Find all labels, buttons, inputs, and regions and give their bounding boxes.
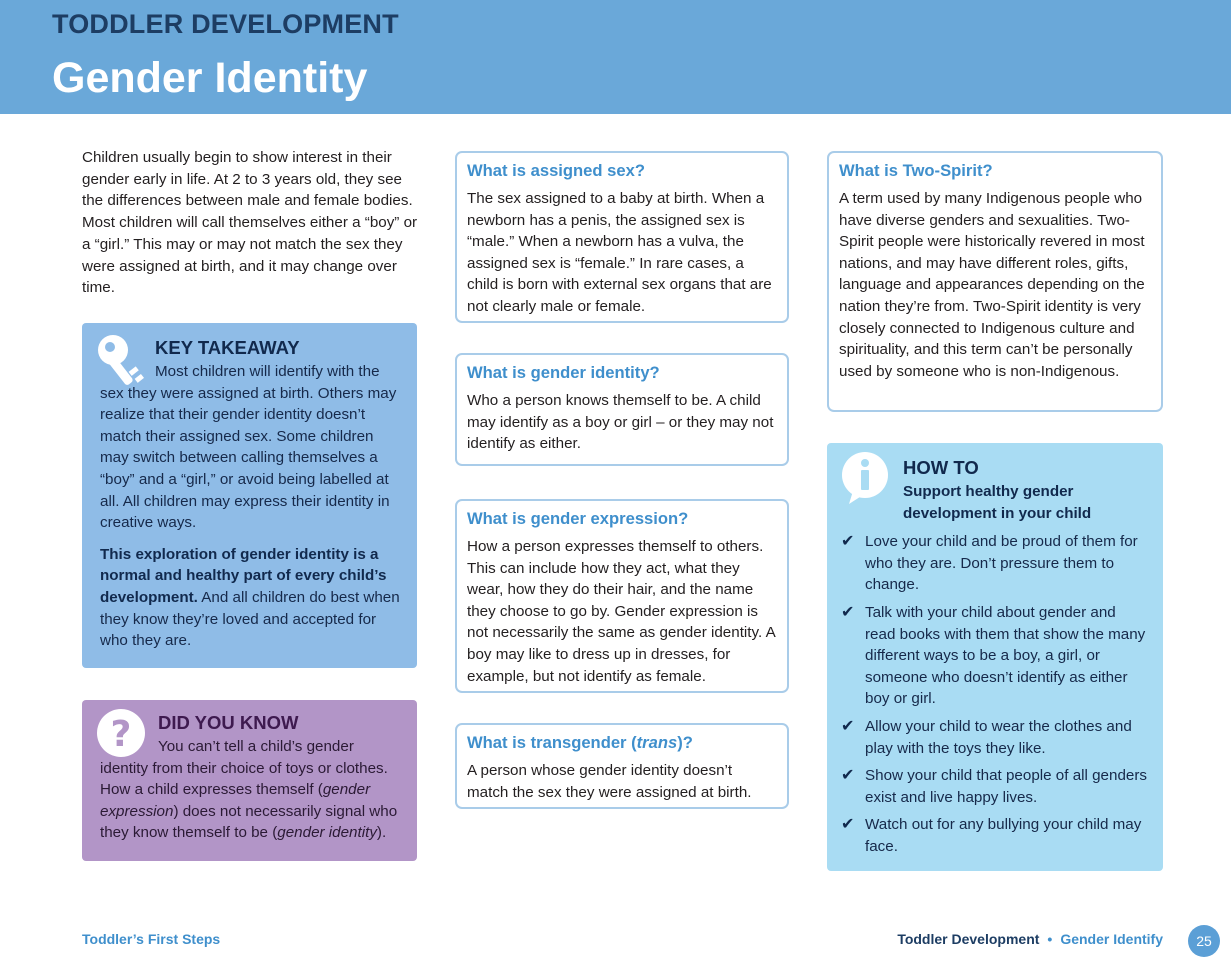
key-takeaway-text: Most children will identify with the sex they were assigned at birth. Others may realize that their gender identity doesn’t match their assigned sex. Some children may switch between calling themselves a “boy” and a “girl,” or avoid being labelled at all. All children may express their identity in creative ways. [100, 363, 397, 532]
definition-assigned-sex [455, 151, 789, 323]
trans-title-italic: trans [636, 733, 678, 752]
checkmark-icon: ✔ [841, 717, 855, 735]
definition-body: A term used by many Indigenous people who have diverse genders and sexualities. Two-Spirit people were historically revered in most nations, and may have different roles, gifts, language and appearances depending on the nation they’re from. Two-Spirit identity is very closely connected to Indigenous culture and spirituality, and this term can’t be personally used by someone who is non-Indigenous. [839, 190, 1145, 380]
key-takeaway-bold: This exploration of gender identity is a normal and healthy part of every child’s development. [100, 545, 387, 606]
list-item-text: Watch out for any bullying your child may face. [865, 816, 1142, 855]
footer-section: Toddler Development [897, 931, 1040, 947]
dyk-italic-a: gender expression [100, 781, 371, 820]
key-takeaway-heading: KEY TAKEAWAY [155, 337, 300, 358]
how-to-heading: HOW TO [903, 457, 979, 478]
definition-gender-identity [455, 353, 789, 466]
list-item-text: Love your child and be proud of them for who they are. Don’t pressure them to change. [865, 533, 1138, 594]
svg-text:?: ? [110, 714, 132, 755]
checkmark-icon: ✔ [841, 816, 855, 834]
intro-paragraph [82, 147, 418, 299]
definition-title: What is gender identity? [467, 363, 660, 382]
checkmark-icon: ✔ [841, 603, 855, 621]
list-item-text: Allow your child to wear the clothes and play with the toys they like. [865, 717, 1132, 757]
page-number: 25 [1188, 925, 1220, 957]
intro-text: Children usually begin to show interest in their gender early in life. At 2 to 3 years old, they see the differences between male and female bodies. Most children will call themselves either a “boy” or a “girl.” This may or may not match the sex they were assigned at birth, and it may change over time. [82, 149, 418, 297]
trans-title-b: )? [677, 733, 693, 752]
list-item [841, 716, 1149, 759]
dyk-text-a: You can’t tell a child’s gender identity from their choice of toys or clothes. How a child expresses themself ( [100, 738, 388, 799]
key-takeaway-rest: And all children do best when they know they’re loved and accepted for who they are. [100, 588, 400, 650]
list-item [841, 814, 1149, 857]
definition-title: What is assigned sex? [467, 161, 645, 180]
definition-gender-expression [455, 499, 789, 693]
how-to-list [841, 531, 1149, 857]
key-icon [96, 333, 144, 389]
list-item [841, 531, 1149, 596]
how-to-subheading: Support healthy gender development in your child [903, 483, 1092, 522]
footer-separator: • [1047, 931, 1053, 947]
did-you-know-heading: DID YOU KNOW [158, 712, 299, 733]
dyk-italic-b: gender identity [277, 824, 377, 842]
definition-title: What is Two-Spirit? [839, 161, 993, 180]
definition-two-spirit [827, 151, 1163, 412]
key-takeaway-conclusion [100, 544, 403, 652]
how-to-panel [827, 443, 1163, 871]
page-header [0, 0, 1231, 114]
footer-topic: Gender Identify [1060, 931, 1163, 947]
definition-transgender [455, 723, 789, 809]
section-kicker: TODDLER DEVELOPMENT [52, 9, 399, 39]
definition-body: The sex assigned to a baby at birth. When a newborn has a penis, the assigned sex is “male.” When a newborn has a vulva, the assigned sex is “female.” In rare cases, a child is born with external sex organs that are not clearly male or female. [467, 190, 772, 315]
definition-body: A person whose gender identity doesn’t match the sex they were assigned at birth. [467, 762, 752, 801]
footer-publication-title: Toddler’s First Steps [82, 931, 221, 947]
definition-title [467, 732, 777, 754]
page-title: Gender Identity [52, 54, 368, 102]
checkmark-icon: ✔ [841, 533, 855, 551]
definition-title: What is gender expression? [467, 509, 689, 528]
dyk-text-c: ). [376, 824, 387, 842]
trans-title-a: What is transgender ( [467, 733, 637, 752]
list-item [841, 765, 1149, 808]
list-item-text: Show your child that people of all genders exist and live happy lives. [865, 767, 1147, 806]
footer-breadcrumb [897, 931, 1163, 947]
question-icon [96, 708, 146, 758]
info-icon [839, 451, 891, 505]
dyk-text-b: ) does not necessarily signal who they know themself to be ( [100, 802, 398, 842]
key-takeaway-panel [82, 323, 417, 668]
definition-body: Who a person knows themself to be. A child may identify as a boy or girl – or they may not identify as either. [467, 392, 774, 453]
definition-body: How a person expresses themself to others. This can include how they act, what they wear, how they do their hair, and the name they choose to go by. Gender expression is not necessarily the same as gender identity. A boy may like to dress up in dresses, for example, but not identify as female. [467, 538, 775, 685]
list-item [841, 602, 1149, 710]
list-item-text: Talk with your child about gender and read books with them that show the many different ways to be a boy, a girl, or someone who doesn’t identify as either boy or girl. [865, 603, 1146, 708]
did-you-know-panel [82, 700, 417, 861]
checkmark-icon: ✔ [841, 767, 855, 785]
